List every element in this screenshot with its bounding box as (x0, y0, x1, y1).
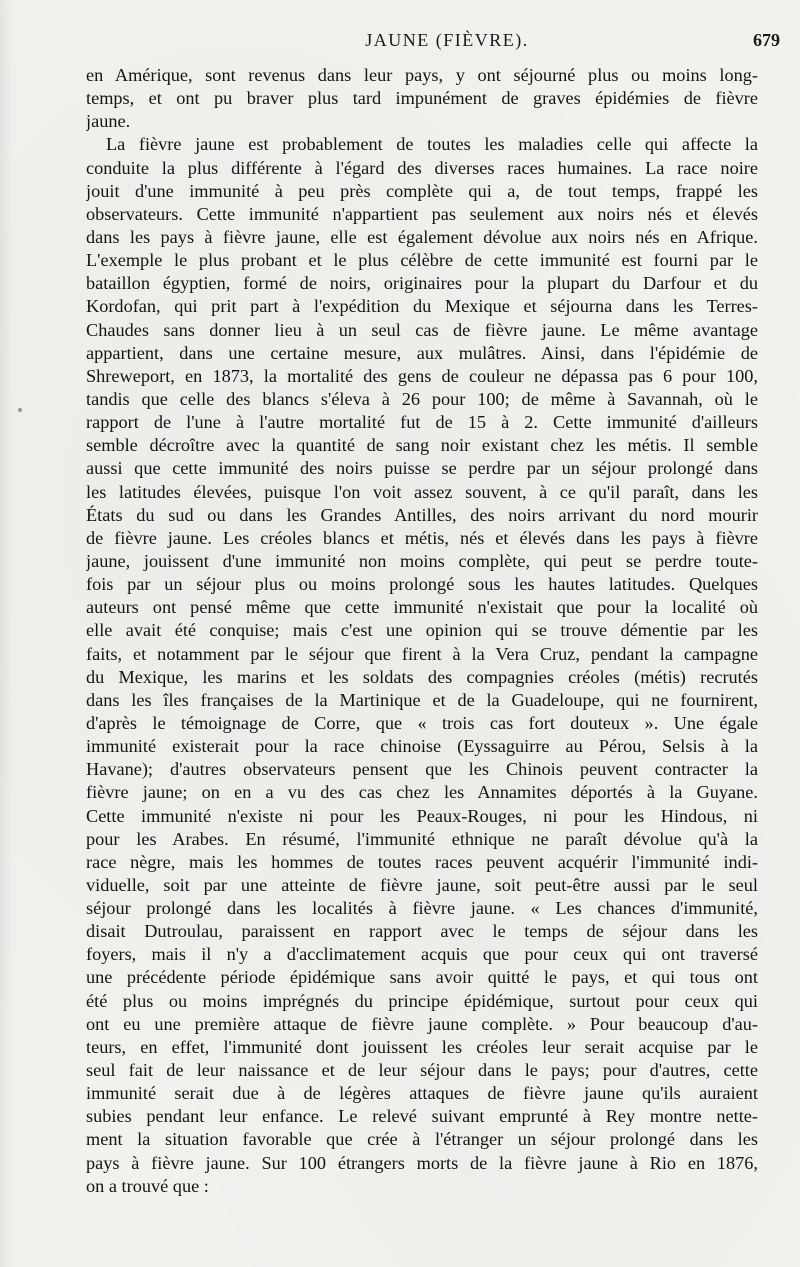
text-line: été plus ou moins imprégnés du principe épidémique, surtout pour ceux qui (86, 990, 758, 1011)
text-line: L'exemple le plus probant et le plus célèbre de cette immunité est fourni par le (86, 250, 758, 271)
text-line: immunité serait due à de légères attaques de fièvre jaune qu'ils auraient (86, 1083, 758, 1104)
text-line: Kordofan, qui prit part à l'expédition du Mexique et séjourna dans les Terres- (86, 296, 758, 317)
text-line: foyers, mais il n'y a d'acclimatement acquis que pour ceux qui ont traversé (86, 944, 758, 965)
text-line: subies pendant leur enfance. Le relevé suivant emprunté à Rey montre nette- (86, 1106, 758, 1127)
text-line: de fièvre jaune. Les créoles blancs et métis, nés et élevés dans les pays à fièvre (86, 527, 758, 548)
body-text (86, 64, 758, 1198)
text-line: ment la situation favorable que crée à l'étranger un séjour prolongé dans les (86, 1129, 758, 1150)
text-line: auteurs ont pensé même que cette immunité n'existait que pour la localité où (86, 597, 758, 618)
text-line: viduelle, soit par une atteinte de fièvre jaune, soit peut-être aussi par le seul (86, 874, 758, 895)
text-line: disait Dutroulau, paraissent en rapport avec le temps de séjour dans les (86, 921, 758, 942)
text-line: dans les pays à fièvre jaune, elle est également dévolue aux noirs nés en Afrique. (86, 226, 758, 247)
text-line: on a trouvé que : (86, 1175, 209, 1196)
text-line: pays à fièvre jaune. Sur 100 étrangers morts de la fièvre jaune à Rio en 1876, (86, 1152, 758, 1173)
text-line: les latitudes élevées, puisque l'on voit assez souvent, à ce qu'il paraît, dans les (86, 481, 758, 502)
text-line: séjour prolongé dans les localités à fièvre jaune. « Les chances d'immunité, (86, 898, 758, 919)
text-line: semble décroître avec la quantité de sang noir existant chez les métis. Il semble (86, 435, 758, 456)
text-line: Cette immunité n'existe ni pour les Peaux-Rouges, ni pour les Hindous, ni (86, 805, 758, 826)
text-line: jaune. (86, 111, 131, 132)
paper-speck (18, 408, 22, 412)
paragraph-start-line: La fièvre jaune est probablement de toutes les maladies celle qui affecte la (106, 134, 758, 155)
text-line: conduite la plus différente à l'égard des diverses races humaines. La race noire (86, 157, 758, 178)
text-line: une précédente période épidémique sans avoir quitté le pays, et qui tous ont (86, 967, 758, 988)
text-line: en Amérique, sont revenus dans leur pays, y ont séjourné plus ou moins long- (86, 65, 758, 85)
text-line: observateurs. Cette immunité n'appartient pas seulement aux noirs nés et élevés (86, 203, 758, 224)
text-line: jouit d'une immunité à peu près complète qui a, de tout temps, frappé les (86, 180, 758, 201)
text-line: dans les îles françaises de la Martinique et de la Guadeloupe, qui ne fournirent, (86, 689, 758, 710)
text-line: Shreweport, en 1873, la mortalité des gens de couleur ne dépassa pas 6 pour 100, (86, 365, 758, 386)
text-line: seul fait de leur naissance et de leur séjour dans le pays; pour d'autres, cette (86, 1060, 758, 1081)
text-line: États du sud ou dans les Grandes Antilles, des noirs arrivant du nord mourir (86, 504, 758, 525)
text-line: du Mexique, les marins et les soldats des compagnies créoles (métis) recrutés (86, 666, 758, 687)
text-line: temps, et ont pu braver plus tard impunément de graves épidémies de fièvre (86, 88, 758, 109)
page-edge-shadow (0, 0, 14, 1267)
page-number: 679 (753, 30, 780, 50)
text-line: elle avait été conquise; mais c'est une opinion qui se trouve démentie par les (86, 620, 758, 641)
text-line: fois par un séjour plus ou moins prolongé sous les hautes latitudes. Quelques (86, 574, 758, 595)
text-line: d'après le témoignage de Corre, que « trois cas fort douteux ». Une égale (86, 712, 758, 733)
text-line: jaune, jouissent d'une immunité non moins complète, qui peut se perdre toute- (86, 550, 758, 571)
text-line: Havane); d'autres observateurs pensent que les Chinois peuvent contracter la (86, 759, 758, 780)
text-line: race nègre, mais les hommes de toutes races peuvent acquérir l'immunité indi- (86, 851, 758, 872)
text-line: aussi que cette immunité des noirs puisse se perdre par un séjour prolongé dans (86, 458, 758, 479)
text-line: ont eu une première attaque de fièvre jaune complète. » Pour beaucoup d'au- (86, 1013, 758, 1034)
text-line: pour les Arabes. En résumé, l'immunité ethnique ne paraît dévolue qu'à la (86, 828, 758, 849)
text-line: appartient, dans une certaine mesure, aux mulâtres. Ainsi, dans l'épidémie de (86, 342, 758, 363)
text-line: bataillon égyptien, formé de noirs, originaires pour la plupart du Darfour et du (86, 273, 758, 294)
page-header (84, 30, 780, 56)
text-line: teurs, en effet, l'immunité dont jouissent les créoles leur serait acquise par le (86, 1036, 758, 1057)
text-line: rapport de l'une à l'autre mortalité fut de 15 à 2. Cette immunité d'ailleurs (86, 412, 758, 433)
text-line: fièvre jaune; on en a vu des cas chez les Annamites déportés à la Guyane. (86, 782, 758, 803)
text-line: immunité existerait pour la race chinoise (Eyssaguirre au Pérou, Selsis à la (86, 736, 758, 757)
text-line: tandis que celle des blancs s'éleva à 26 pour 100; de même à Savannah, où le (86, 388, 758, 409)
running-head: JAUNE (FIÈVRE). (365, 30, 529, 50)
text-line: faits, et notamment par le séjour que firent à la Vera Cruz, pendant la campagne (86, 643, 758, 664)
text-line: Chaudes sans donner lieu à un seul cas de fièvre jaune. Le même avantage (86, 319, 758, 340)
